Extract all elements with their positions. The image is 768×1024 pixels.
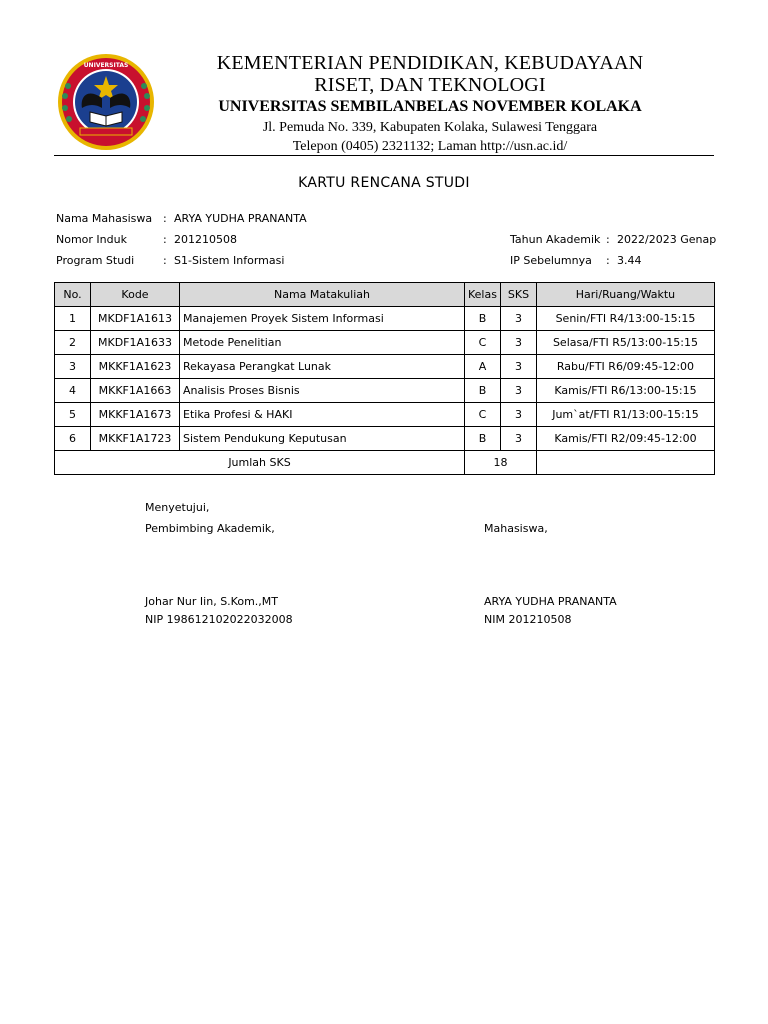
total-blank [536, 451, 714, 475]
cell-matakuliah: Etika Profesi & HAKI [180, 403, 465, 427]
cell-sks: 3 [500, 379, 536, 403]
year-value: 2022/2023 Genap [617, 233, 717, 246]
year-colon: : [606, 233, 610, 246]
ip-value: 3.44 [617, 254, 642, 267]
cell-sks: 3 [500, 355, 536, 379]
nim-colon: : [163, 233, 167, 246]
header-sks: SKS [500, 283, 536, 307]
cell-kelas: B [465, 427, 501, 451]
cell-no: 1 [55, 307, 91, 331]
course-table [54, 282, 715, 475]
header-kode: Kode [91, 283, 180, 307]
cell-no: 3 [55, 355, 91, 379]
cell-sks: 3 [500, 307, 536, 331]
university-contact: Telepon (0405) 2321132; Laman http://usn.ac.id/ [292, 139, 568, 154]
ministry-line1: KEMENTERIAN PENDIDIKAN, KEBUDAYAAN [216, 52, 644, 74]
ip-label: IP Sebelumnya [510, 254, 592, 267]
prodi-value: S1-Sistem Informasi [174, 254, 285, 267]
advisor-nip: NIP 198612102022032008 [145, 613, 293, 626]
cell-kode: MKDF1A1613 [91, 307, 180, 331]
nim-label: Nomor Induk [56, 233, 127, 246]
total-label: Jumlah SKS [55, 451, 465, 475]
cell-jadwal: Selasa/FTI R5/13:00-15:15 [536, 331, 714, 355]
cell-kelas: B [465, 307, 501, 331]
total-sks: 18 [465, 451, 537, 475]
cell-kelas: C [465, 331, 501, 355]
cell-jadwal: Kamis/FTI R6/13:00-15:15 [536, 379, 714, 403]
name-colon: : [163, 212, 167, 225]
cell-kelas: A [465, 355, 501, 379]
table-row [55, 355, 715, 379]
cell-jadwal: Rabu/FTI R6/09:45-12:00 [536, 355, 714, 379]
student-role: Mahasiswa, [484, 522, 548, 535]
svg-text:UNIVERSITAS: UNIVERSITAS [83, 62, 129, 69]
table-row [55, 331, 715, 355]
cell-sks: 3 [500, 403, 536, 427]
letterhead-divider [54, 155, 714, 156]
table-header-row [55, 283, 715, 307]
cell-jadwal: Senin/FTI R4/13:00-15:15 [536, 307, 714, 331]
cell-kelas: B [465, 379, 501, 403]
cell-no: 2 [55, 331, 91, 355]
table-row [55, 403, 715, 427]
header-nama-matakuliah: Nama Matakuliah [180, 283, 465, 307]
header-kelas: Kelas [465, 283, 501, 307]
cell-no: 5 [55, 403, 91, 427]
table-row [55, 379, 715, 403]
cell-kode: MKKF1A1663 [91, 379, 180, 403]
cell-no: 6 [55, 427, 91, 451]
cell-sks: 3 [500, 427, 536, 451]
prodi-label: Program Studi [56, 254, 135, 267]
cell-kode: MKKF1A1623 [91, 355, 180, 379]
student-name: ARYA YUDHA PRANANTA [484, 595, 617, 608]
cell-matakuliah: Analisis Proses Bisnis [180, 379, 465, 403]
nim-value: 201210508 [174, 233, 237, 246]
advisor-name: Johar Nur Iin, S.Kom.,MT [145, 595, 278, 608]
cell-matakuliah: Metode Penelitian [180, 331, 465, 355]
cell-kode: MKKF1A1723 [91, 427, 180, 451]
cell-no: 4 [55, 379, 91, 403]
ip-colon: : [606, 254, 610, 267]
cell-sks: 3 [500, 331, 536, 355]
cell-matakuliah: Rekayasa Perangkat Lunak [180, 355, 465, 379]
header-no: No. [55, 283, 91, 307]
cell-kode: MKDF1A1633 [91, 331, 180, 355]
document-title: KARTU RENCANA STUDI [298, 175, 470, 191]
cell-kode: MKKF1A1673 [91, 403, 180, 427]
cell-matakuliah: Sistem Pendukung Keputusan [180, 427, 465, 451]
approval-text: Menyetujui, [145, 501, 210, 514]
table-row [55, 307, 715, 331]
cell-jadwal: Jum`at/FTI R1/13:00-15:15 [536, 403, 714, 427]
university-address: Jl. Pemuda No. 339, Kabupaten Kolaka, Sulawesi Tenggara [262, 120, 598, 135]
university-name: UNIVERSITAS SEMBILANBELAS NOVEMBER KOLAKA [218, 98, 642, 115]
year-label: Tahun Akademik [510, 233, 601, 246]
ministry-line2: RISET, DAN TEKNOLOGI [314, 74, 546, 96]
table-row [55, 427, 715, 451]
letterhead [180, 52, 680, 156]
advisor-role: Pembimbing Akademik, [145, 522, 275, 535]
header-hari-ruang-waktu: Hari/Ruang/Waktu [536, 283, 714, 307]
cell-kelas: C [465, 403, 501, 427]
university-logo [52, 52, 160, 152]
name-value: ARYA YUDHA PRANANTA [174, 212, 307, 225]
prodi-colon: : [163, 254, 167, 267]
total-row [55, 451, 715, 475]
student-nim: NIM 201210508 [484, 613, 572, 626]
cell-jadwal: Kamis/FTI R2/09:45-12:00 [536, 427, 714, 451]
name-label: Nama Mahasiswa [56, 212, 153, 225]
cell-matakuliah: Manajemen Proyek Sistem Informasi [180, 307, 465, 331]
